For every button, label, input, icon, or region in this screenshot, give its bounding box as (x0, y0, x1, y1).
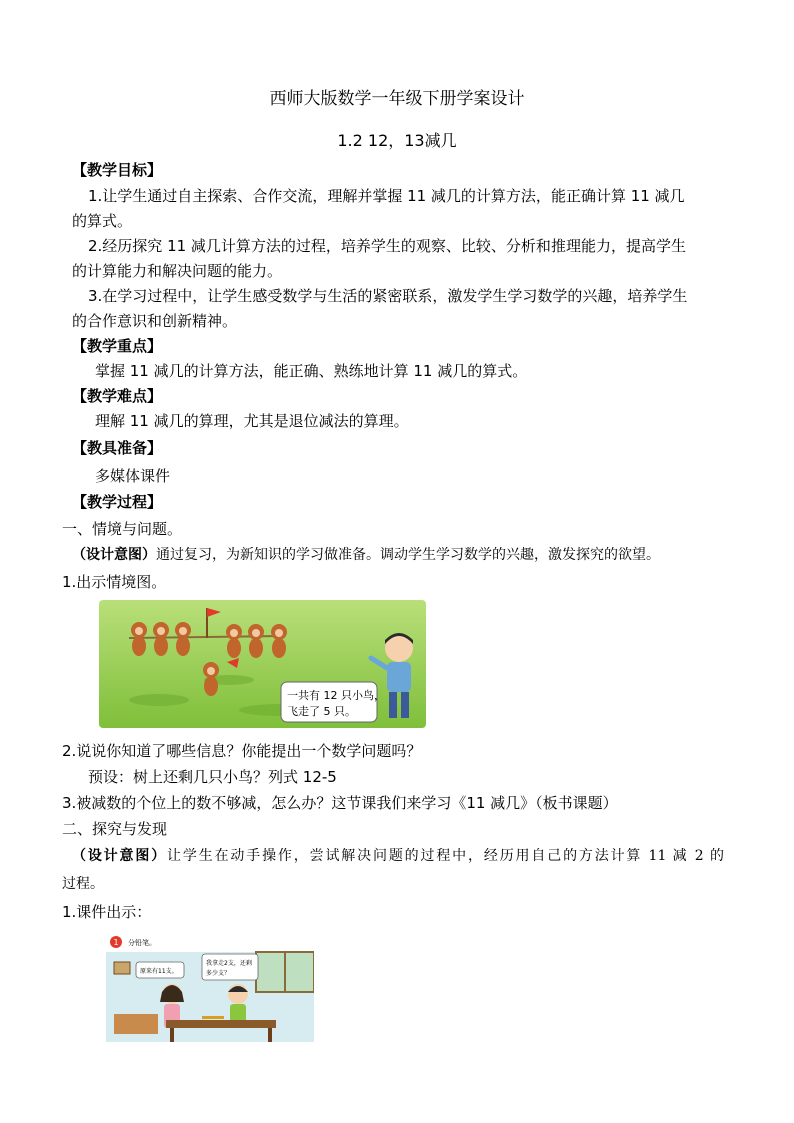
key-points-text: 掌握 11 减几的计算方法，能正确、熟练地计算 11 减几的算式。 (95, 362, 528, 380)
step-3: 3.被减数的个位上的数不够减，怎么办？这节课我们来学习《11 减几》（板书课题） (62, 794, 618, 812)
process-heading: 【教学过程】 (72, 493, 163, 511)
materials-heading: 【教具准备】 (72, 439, 163, 457)
design-intent-2 (72, 846, 724, 866)
goal-1-line-1: 1.让学生通过自主探索、合作交流，理解并掌握 11 减几的计算方法，能正确计算 11 减几 (88, 187, 685, 205)
section-1-title: 一、情境与问题。 (62, 520, 183, 538)
goal-3-line-1: 3.在学习过程中，让学生感受数学与生活的紧密联系，激发学生学习数学的兴趣，培养学生 (88, 287, 688, 305)
bookshelf (114, 1014, 158, 1034)
goals-heading: 【教学目标】 (72, 161, 163, 179)
bubble-line-1: 一共有 12 只小鸟， (287, 689, 385, 702)
goal-2-line-1: 2.经历探究 11 减几计算方法的过程，培养学生的观察、比较、分析和推理能力，提高学生 (88, 237, 686, 255)
svg-text:我拿走2支，还剩: 我拿走2支，还剩 (206, 960, 252, 967)
picture-frame (114, 962, 130, 974)
design-intent-2-label: （设计意图） (72, 848, 168, 864)
design-intent-2-text: 让学生在动手操作，尝试解决问题的过程中，经历用自己的方法计算 11 减 2 的 (167, 848, 724, 864)
step-1: 1.出示情境图。 (62, 573, 167, 591)
preset-answer: 预设：树上还剩几只小鸟？列式 12-5 (88, 768, 337, 786)
scene-caption: 分铅笔。 (128, 939, 156, 947)
design-intent-1 (72, 545, 724, 565)
pencil-icon (202, 1016, 224, 1019)
materials-text: 多媒体课件 (95, 467, 171, 485)
svg-text:多少支？: 多少支？ (206, 970, 231, 977)
situation-illustration (99, 600, 426, 728)
table (166, 1020, 276, 1028)
difficulties-text: 理解 11 减几的算理，尤其是退位减法的算理。 (95, 412, 409, 430)
design-intent-1-label: （设计意图） (72, 547, 156, 563)
goal-3-line-2: 的合作意识和创新精神。 (72, 312, 238, 330)
svg-text:原来有11支。: 原来有11支。 (140, 968, 178, 975)
svg-text:1: 1 (113, 938, 119, 947)
design-intent-1-text: 通过复习，为新知识的学习做准备。调动学生学习数学的兴趣，激发探究的欲望。 (156, 547, 660, 563)
lesson-subtitle: 1.2 12，13减几 (337, 131, 457, 150)
step-4: 1.课件出示： (62, 903, 152, 921)
key-points-heading: 【教学重点】 (72, 337, 163, 355)
step-2: 2.说说你知道了哪些信息？你能提出一个数学问题吗？ (62, 742, 422, 760)
page-title: 西师大版数学一年级下册学案设计 (269, 89, 525, 109)
goal-1-line-2: 的算式。 (72, 212, 133, 230)
goal-2-line-2: 的计算能力和解决问题的能力。 (72, 262, 283, 280)
section-2-title: 二、探究与发现 (62, 820, 168, 838)
bubble-line-2: 飞走了 5 只。 (287, 705, 356, 718)
boy-figure-2 (228, 984, 248, 1026)
design-intent-2-line-2: 过程。 (62, 876, 104, 892)
pencil-sharing-illustration (106, 936, 314, 1042)
difficulties-heading: 【教学难点】 (72, 387, 163, 405)
